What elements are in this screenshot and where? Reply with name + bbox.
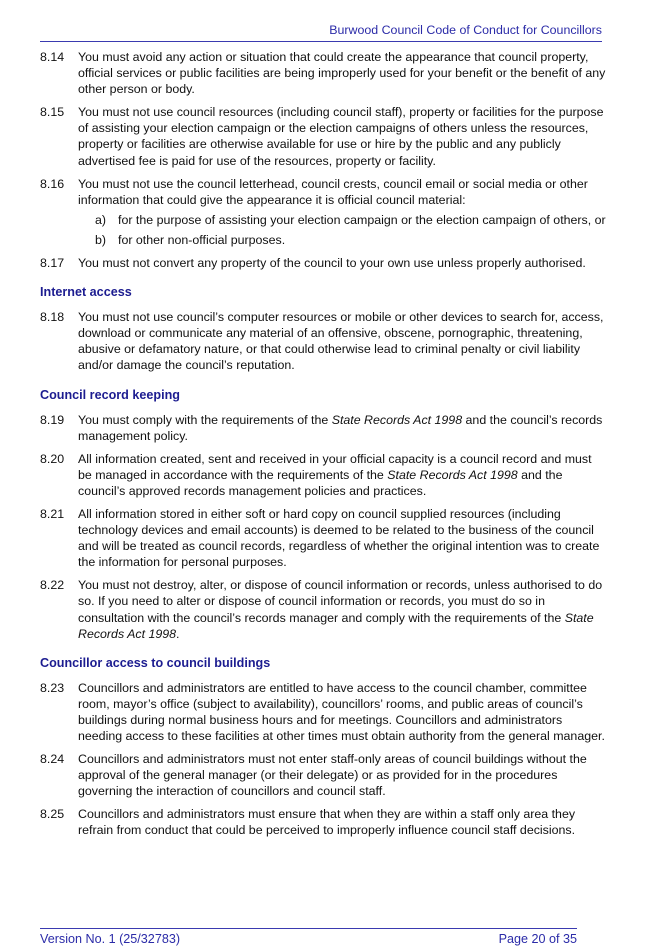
document-item: [40, 49, 606, 97]
text-segment: You must avoid any action or situation that could create the appearance that council property, official services or public facilities are being improperly used for your benefit or the benefit of any other person or body.: [78, 50, 606, 97]
item-number: 8.17: [40, 256, 65, 271]
document-item: [40, 309, 606, 373]
section-heading: Councillor access to council buildings: [40, 655, 271, 670]
header-divider: [40, 41, 602, 42]
text-segment: You must not use council resources (including council staff), property or facilities for the purpose of assisting your election campaign or the election campaigns of others unless the resources, property or facilities are otherwise available for use or hire by the public and any publicly advertised fee is paid for use of the resources, property or facility.: [78, 105, 604, 168]
document-item: [40, 451, 606, 499]
document-item: [40, 751, 606, 799]
document-title: Burwood Council Code of Conduct for Councillors: [329, 23, 602, 37]
subitem-label: b): [95, 232, 107, 247]
document-item: [40, 506, 606, 570]
italic-text-segment: State Records Act 1998: [78, 610, 594, 641]
text-segment: .: [176, 626, 180, 641]
footer-version: Version No. 1 (25/32783): [40, 932, 181, 946]
subitem-label: a): [95, 212, 107, 227]
item-number: 8.22: [40, 578, 65, 593]
item-number: 8.23: [40, 680, 65, 695]
item-text: [78, 412, 606, 444]
text-segment: Councillors and administrators must not enter staff-only areas of council buildings without the approval of the general manager (or their delegate) or as provided for in the procedures governing the interaction of councillors and council staff.: [78, 752, 587, 799]
item-text: [78, 176, 606, 248]
list-subitem: [95, 232, 606, 248]
item-number: 8.20: [40, 451, 65, 466]
item-text: [78, 680, 606, 744]
text-segment: All information stored in either soft or hard copy on council supplied resources (including technology devices and email accounts) is deemed to be related to the business of the council and will be treated as council records, regardless of whether the original intention was to create the information for personal purposes.: [78, 506, 600, 570]
item-number: 8.19: [40, 412, 65, 427]
item-number: 8.25: [40, 807, 65, 822]
text-segment: You must not use council’s computer resources or mobile or other devices to search for, access, download or communicate any material of an offensive, obscene, pornographic, threatening, abusive or defamatory nature, or that could otherwise lead to criminal penalty or civil liability and/or damage the council’s reputation.: [78, 310, 604, 373]
document-item: [40, 255, 606, 271]
item-text: [78, 309, 606, 373]
text-segment: and the council’s records management policy.: [78, 412, 603, 443]
item-number: 8.15: [40, 105, 65, 120]
italic-text-segment: State Records Act 1998: [331, 412, 463, 427]
text-segment: All information created, sent and received in your official capacity is a council record and must be managed in accordance with the requirements of the: [78, 451, 592, 482]
item-number: 8.16: [40, 176, 65, 191]
item-text: [78, 577, 606, 641]
text-segment: You must comply with the requirements of the: [78, 412, 332, 427]
section-heading: Council record keeping: [40, 387, 180, 402]
document-item: [40, 104, 606, 168]
item-number: 8.24: [40, 752, 65, 767]
footer-page-number: Page 20 of 35: [498, 932, 577, 946]
item-text: [78, 506, 606, 570]
italic-text-segment: State Records Act 1998: [387, 467, 518, 482]
item-number: 8.14: [40, 50, 65, 64]
document-body: [40, 49, 606, 839]
page-footer: [40, 928, 577, 947]
list-subitem: [95, 212, 606, 228]
item-number: 8.18: [40, 310, 65, 325]
text-segment: You must not use the council letterhead, council crests, council email or social media or other information that could give the appearance it is official council material:: [78, 176, 588, 207]
item-text: [78, 255, 606, 271]
text-segment: You must not destroy, alter, or dispose of council information or records, unless authorised to do so. If you need to alter or dispose of council information or records, you must do so in consultation with the council’s records manager and comply with the requirements of the: [78, 578, 603, 625]
item-text: [78, 104, 606, 168]
document-item: [40, 806, 606, 838]
document-item: [40, 176, 606, 248]
text-segment: You must not convert any property of the council to your own use unless properly authorised.: [78, 256, 586, 271]
document-item: [40, 680, 606, 744]
item-text: [78, 49, 606, 97]
page-header: [40, 23, 602, 42]
text-segment: and the council’s approved records management policies and practices.: [78, 467, 563, 498]
text-segment: Councillors and administrators must ensure that when they are within a staff only area they refrain from conduct that could be perceived to improperly influence council staff decisions.: [78, 807, 576, 838]
document-item: [40, 577, 606, 641]
text-segment: Councillors and administrators are entitled to have access to the council chamber, committee room, mayor’s office (subject to availability), councillors’ rooms, and public areas of council’s buildings during normal business hours and for meetings. Councillors and administrators needing access to these facilities at other times must obtain authority from the general manager.: [78, 680, 605, 743]
footer-row: [40, 929, 577, 947]
item-text: [78, 451, 606, 499]
document-item: [40, 412, 606, 444]
section-heading: Internet access: [40, 285, 132, 300]
item-text: [78, 806, 606, 838]
subitem-text: for other non-official purposes.: [118, 232, 286, 247]
item-number: 8.21: [40, 506, 65, 521]
subitem-text: for the purpose of assisting your election campaign or the election campaign of others, or: [118, 212, 606, 227]
item-text: [78, 751, 606, 799]
